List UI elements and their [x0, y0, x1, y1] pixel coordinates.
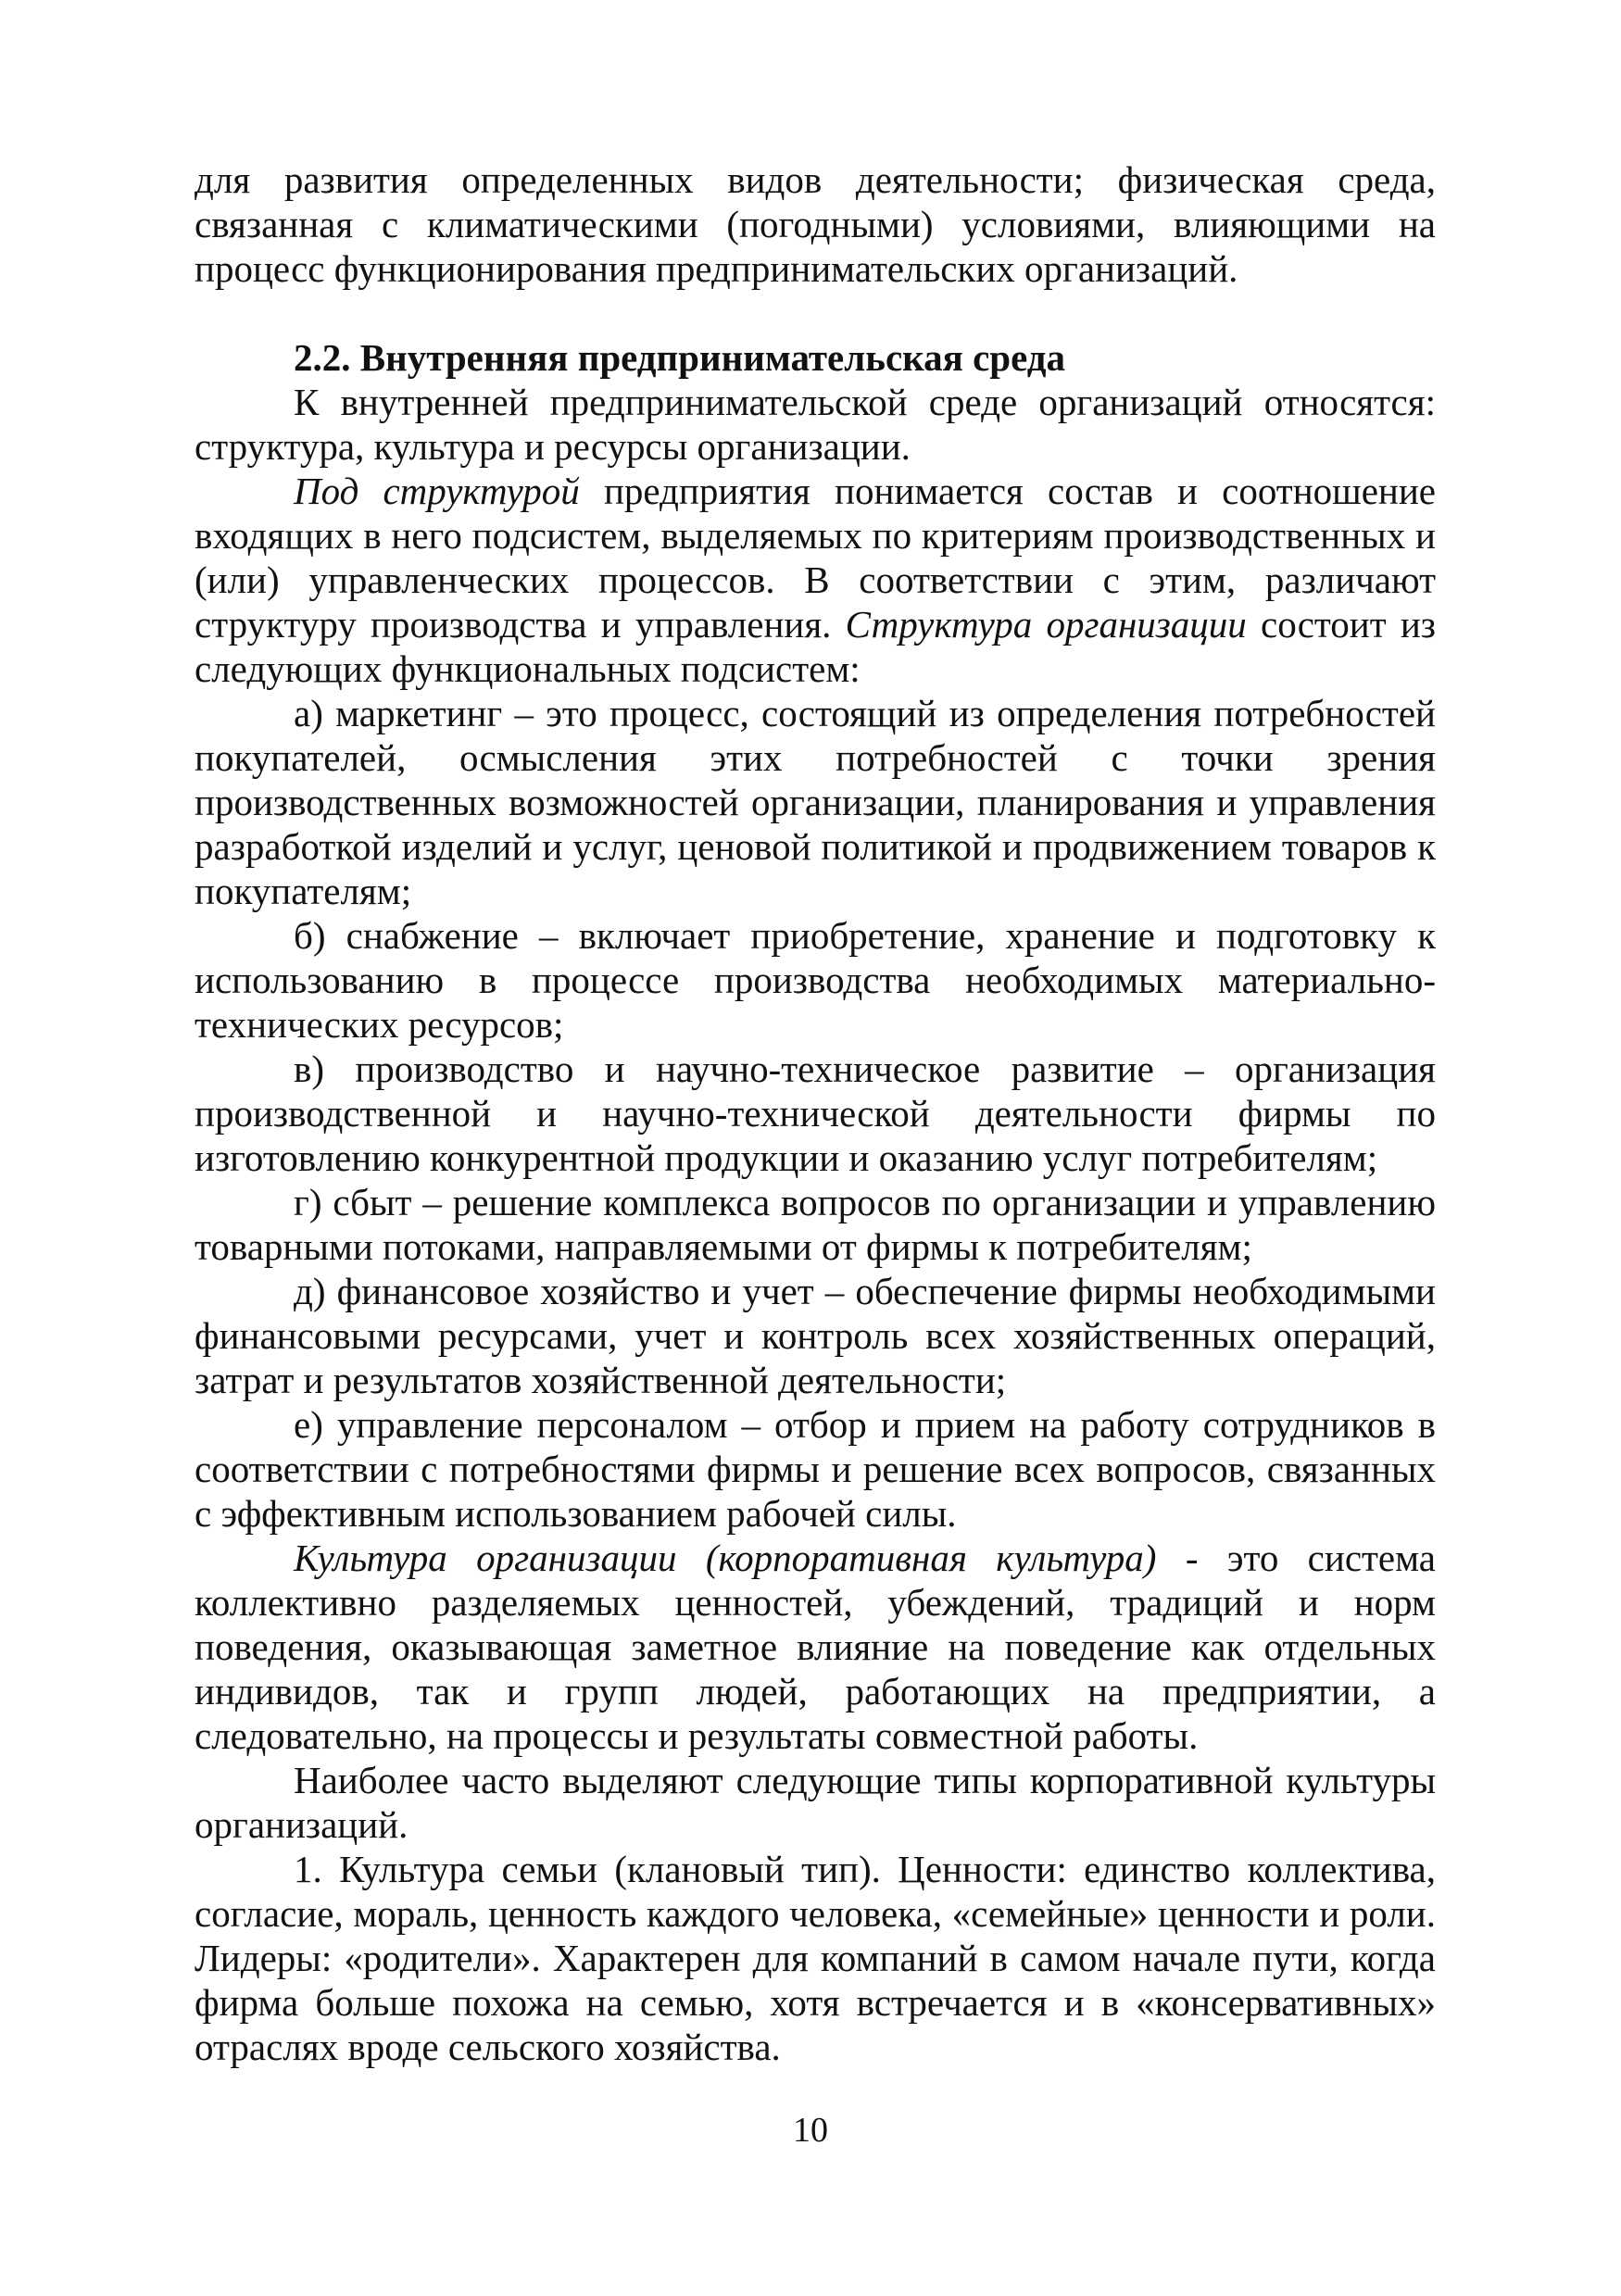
subsystem-item-sales: г) сбыт – решение комплекса вопросов по организации и управлению товарными потоками, направляемыми от фирмы к потребителям; — [195, 1181, 1436, 1268]
culture-type-1-paragraph: 1. Культура семьи (клановый тип). Ценности: единство коллектива, согласие, мораль, ценность каждого человека, «семейные» ценности и роли. Лидеры: «родители». Характерен для компаний в самом начале пути, когда фирма больше похожа на семью, хотя встречается и в «консервативных» отраслях вроде сельского хозяйства. — [195, 1848, 1436, 2068]
types-intro-paragraph: Наиболее часто выделяют следующие типы корпоративной культуры организаций. — [195, 1759, 1436, 1846]
subsystem-item-supply: б) снабжение – включает приобретение, хранение и подготовку к использованию в процессе производства необходимых материально-технических ресурсов; — [195, 914, 1436, 1046]
continuation-paragraph: для развития определенных видов деятельности; физическая среда, связанная с климатическими (погодными) условиями, влияющими на процесс функционирования предпринимательских организаций. — [195, 158, 1436, 290]
structure-paragraph — [195, 469, 1436, 691]
culture-term: Культура организации (корпоративная культура) — [294, 1537, 1157, 1579]
structure-text-b: состоит из следующих функциональных подсистем: — [195, 603, 1436, 690]
structure-term-2: Структура организации — [845, 603, 1247, 646]
page-body — [195, 157, 1436, 2069]
culture-paragraph — [195, 1536, 1436, 1758]
subsystem-item-personnel: е) управление персоналом – отбор и прием на работу сотрудников в соответствии с потребностями фирмы и решение всех вопросов, связанных с эффективным использованием рабочей силы. — [195, 1403, 1436, 1535]
subsystem-item-marketing: а) маркетинг – это процесс, состоящий из определения потребностей покупателей, осмысления этих потребностей с точки зрения производственных возможностей организации, планирования и управления разработкой изделий и услуг, ценовой политикой и продвижением товаров к покупателям; — [195, 692, 1436, 912]
subsystem-item-finance: д) финансовое хозяйство и учет – обеспечение фирмы необходимыми финансовыми ресурсами, учет и контроль всех хозяйственных операций, затрат и результатов хозяйственной деятельности; — [195, 1270, 1436, 1401]
structure-text-a: предприятия понимается состав и соотношение входящих в него подсистем, выделяемых по критериям производственных и (или) управленческих процессов. В соответствии с этим, различают структуру производства и управления. — [195, 470, 1437, 646]
structure-term: Под структурой — [294, 470, 580, 512]
culture-text: - это система коллективно разделяемых ценностей, убеждений, традиций и норм поведения, оказывающая заметное влияние на поведение как отдельных индивидов, так и групп людей, работающих на предприятии, а следовательно, на процессы и результаты совместной работы. — [195, 1537, 1436, 1757]
page-number: 10 — [793, 2111, 828, 2150]
intro-paragraph: К внутренней предпринимательской среде организаций относятся: структура, культура и ресурсы организации. — [195, 381, 1436, 468]
section-heading: 2.2. Внутренняя предпринимательская среда — [294, 336, 1065, 379]
subsystem-item-production: в) производство и научно-техническое развитие – организация производственной и научно-технической деятельности фирмы по изготовлению конкурентной продукции и оказанию услуг потребителям; — [195, 1048, 1436, 1179]
